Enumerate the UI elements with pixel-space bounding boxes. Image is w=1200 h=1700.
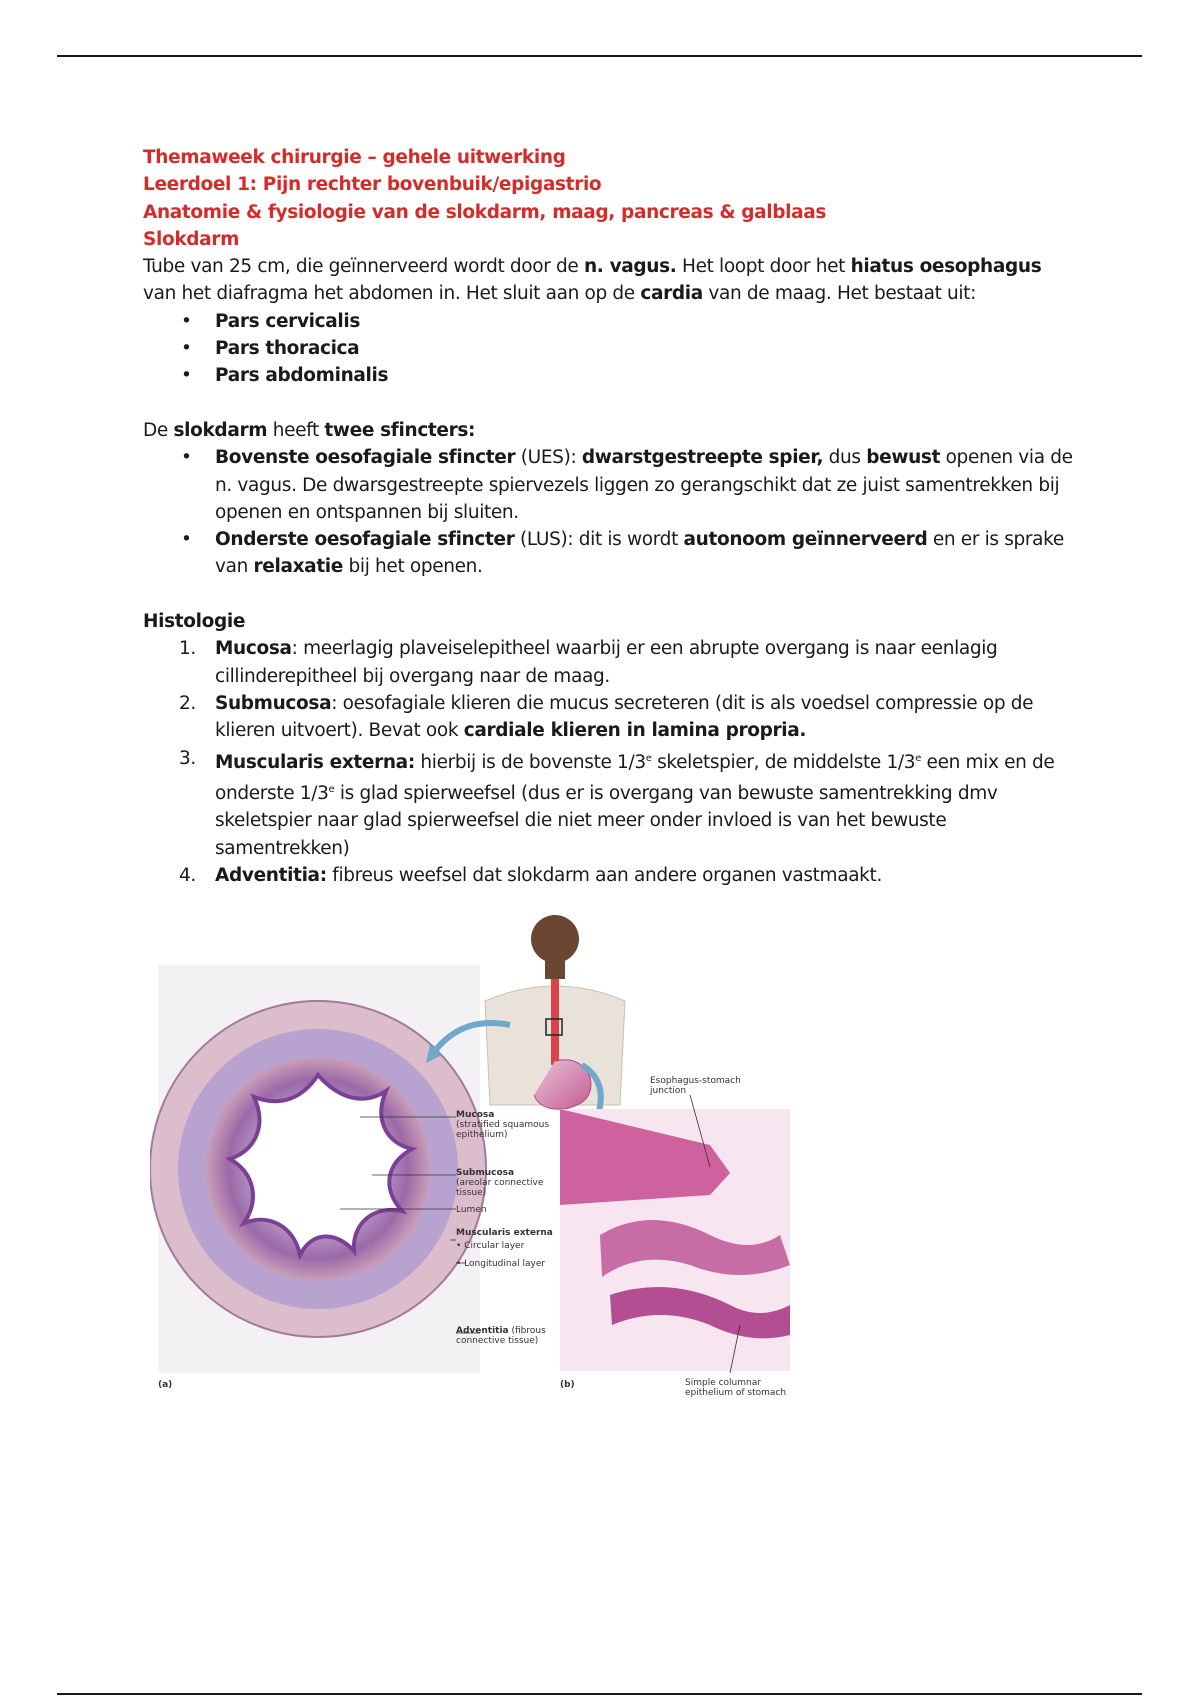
label-submucosa-sub: tissue): [456, 1188, 487, 1198]
sphincters-list: [143, 444, 1073, 580]
list-item-text: Pars abdominalis: [215, 365, 389, 387]
label-simple-columnar: Simple columnar: [685, 1378, 761, 1388]
layer-term: Mucosa: [215, 638, 292, 660]
layer-text: skeletspier, de middelste 1/3: [651, 751, 916, 773]
lead-bold: slokdarm: [173, 419, 268, 441]
intro-paragraph: [143, 253, 1073, 308]
label-lumen: Lumen: [456, 1205, 487, 1215]
esophagus-icon: [551, 979, 559, 1065]
intro-bold: cardia: [640, 283, 703, 305]
list-item-text: Pars thoracica: [215, 338, 360, 360]
label-mucosa-sub: (stratified squamous: [456, 1120, 550, 1130]
parts-list: [143, 308, 1073, 390]
label-mucosa-sub: epithelium): [456, 1130, 508, 1140]
ues-text: dus: [823, 447, 867, 469]
label-submucosa-sub: (areolar connective: [456, 1178, 544, 1188]
label-submucosa: Submucosa: [456, 1168, 515, 1178]
head-icon: [531, 915, 579, 963]
layer-text: : oesofagiale klieren die mucus secreteren (dit is als voedsel compressie op de klieren uitvoert). Bevat ook: [215, 692, 1034, 742]
intro-text: van de maag. Het bestaat uit:: [702, 283, 976, 305]
layer-bold: cardiale klieren in lamina propria.: [463, 720, 807, 742]
anatomy-heading: Anatomie & fysiologie van de slokdarm, maag, pancreas & galblaas: [143, 201, 827, 223]
label-adventitia-sub: (fibrous: [508, 1326, 546, 1336]
bottom-rule: [57, 1693, 1142, 1695]
intro-bold: n. vagus.: [583, 256, 677, 278]
layer-term: Muscularis externa:: [215, 751, 415, 773]
ues-bold: dwarstgestreepte spier,: [581, 447, 824, 469]
list-item: [143, 690, 1073, 745]
doc-title: Themaweek chirurgie – gehele uitwerking: [143, 147, 566, 168]
document-body: [143, 144, 1073, 889]
intro-bold: hiatus oesophagus: [850, 256, 1042, 278]
superscript: e: [328, 783, 335, 795]
histologie-list: [143, 635, 1073, 889]
list-item: [143, 308, 1073, 335]
list-item-ues: [143, 444, 1073, 526]
bullet-icon: •: [181, 529, 192, 551]
histology-figure: [150, 905, 850, 1405]
sphincters-lead: [143, 417, 1073, 444]
bullet-icon: •: [181, 310, 192, 332]
label-simple-columnar: epithelium of stomach: [685, 1388, 787, 1398]
lus-text: (LUS): dit is wordt: [514, 529, 684, 551]
lus-term: Onderste oesofagiale sfincter: [215, 529, 515, 551]
superscript: e: [915, 752, 922, 764]
label-mucosa: Mucosa: [456, 1110, 495, 1120]
layer-term: Adventitia:: [215, 865, 327, 887]
top-rule: [57, 55, 1142, 57]
label-circular-layer: • Circular layer: [456, 1241, 525, 1251]
paragraph-gap: [143, 390, 1073, 417]
lead-text: heeft: [267, 419, 325, 441]
layer-term: Submucosa: [215, 692, 332, 714]
label-adventitia: [456, 1326, 546, 1336]
lus-bold: relaxatie: [253, 556, 343, 578]
list-number: 3.: [179, 747, 196, 769]
layer-text: hierbij is de bovenste 1/3: [414, 751, 646, 773]
bullet-icon: •: [181, 447, 192, 469]
lus-text: en er is sprake van: [215, 529, 1064, 578]
ues-bold: bewust: [866, 447, 941, 469]
learning-goal-heading: Leerdoel 1: Pijn rechter bovenbuik/epigastrio: [143, 174, 602, 196]
label-adventitia-term: Adventitia: [456, 1326, 509, 1336]
intro-text: Tube van 25 cm, die geïnnerveerd wordt door de: [143, 256, 584, 278]
ues-text: (UES):: [515, 447, 582, 469]
list-item: [143, 862, 1073, 889]
bullet-icon: •: [181, 338, 192, 360]
histologie-heading-text: Histologie: [143, 611, 246, 633]
ues-term: Bovenste oesofagiale sfincter: [215, 447, 516, 469]
list-item-text: Pars cervicalis: [215, 310, 361, 332]
bullet-icon: •: [181, 365, 192, 387]
layer-text: is glad spierweefsel (dus er is overgang van bewuste samentrekking dmv skeletspier naar glad spierweefsel die niet meer onder invloed is van het bewuste samentrekken): [215, 783, 998, 859]
panel-b-label: (b): [560, 1380, 575, 1390]
label-adventitia-sub: connective tissue): [456, 1336, 539, 1346]
neck: [545, 961, 565, 979]
lus-bold: autonoom geïnnerveerd: [683, 529, 928, 551]
layer-text: fibreus weefsel dat slokdarm aan andere organen vastmaakt.: [326, 865, 882, 887]
list-number: 4.: [179, 865, 196, 887]
section-heading-slokdarm: Slokdarm: [143, 228, 240, 250]
lead-text: De: [143, 419, 174, 441]
superscript: e: [645, 752, 652, 764]
list-number: 1.: [179, 638, 196, 660]
label-junction: Esophagus-stomach: [650, 1076, 741, 1086]
list-item: [143, 362, 1073, 389]
label-muscularis: Muscularis externa: [456, 1228, 553, 1238]
lead-bold: twee sfincters:: [324, 419, 476, 441]
layer-text: een mix en de onderste 1/3: [215, 751, 1055, 805]
intro-text: van het diafragma het abdomen in. Het sluit aan op de: [143, 283, 641, 305]
list-item: [143, 745, 1073, 863]
list-item-lus: [143, 526, 1073, 581]
histology-illustration: [150, 905, 850, 1405]
list-item: [143, 635, 1073, 690]
label-longitudinal-layer: • Longitudinal layer: [456, 1259, 546, 1269]
lus-text: bij het openen.: [343, 556, 483, 578]
panel-a-label: (a): [158, 1380, 173, 1390]
layer-text: : meerlagig plaveiselepitheel waarbij er een abrupte overgang is naar eenlagig cillinderepitheel bij overgang naar de maag.: [215, 638, 998, 687]
list-number: 2.: [179, 692, 196, 714]
ues-text: openen via de n. vagus. De dwarsgestreepte spiervezels liggen zo gerangschikt dat ze juist samentrekken bij openen en ontspannen bij sluiten.: [215, 447, 1073, 523]
paragraph-gap: [143, 581, 1073, 608]
label-junction: junction: [650, 1086, 687, 1096]
intro-text: Het loopt door het: [676, 256, 851, 278]
histologie-heading: [143, 608, 1073, 635]
list-item: [143, 335, 1073, 362]
